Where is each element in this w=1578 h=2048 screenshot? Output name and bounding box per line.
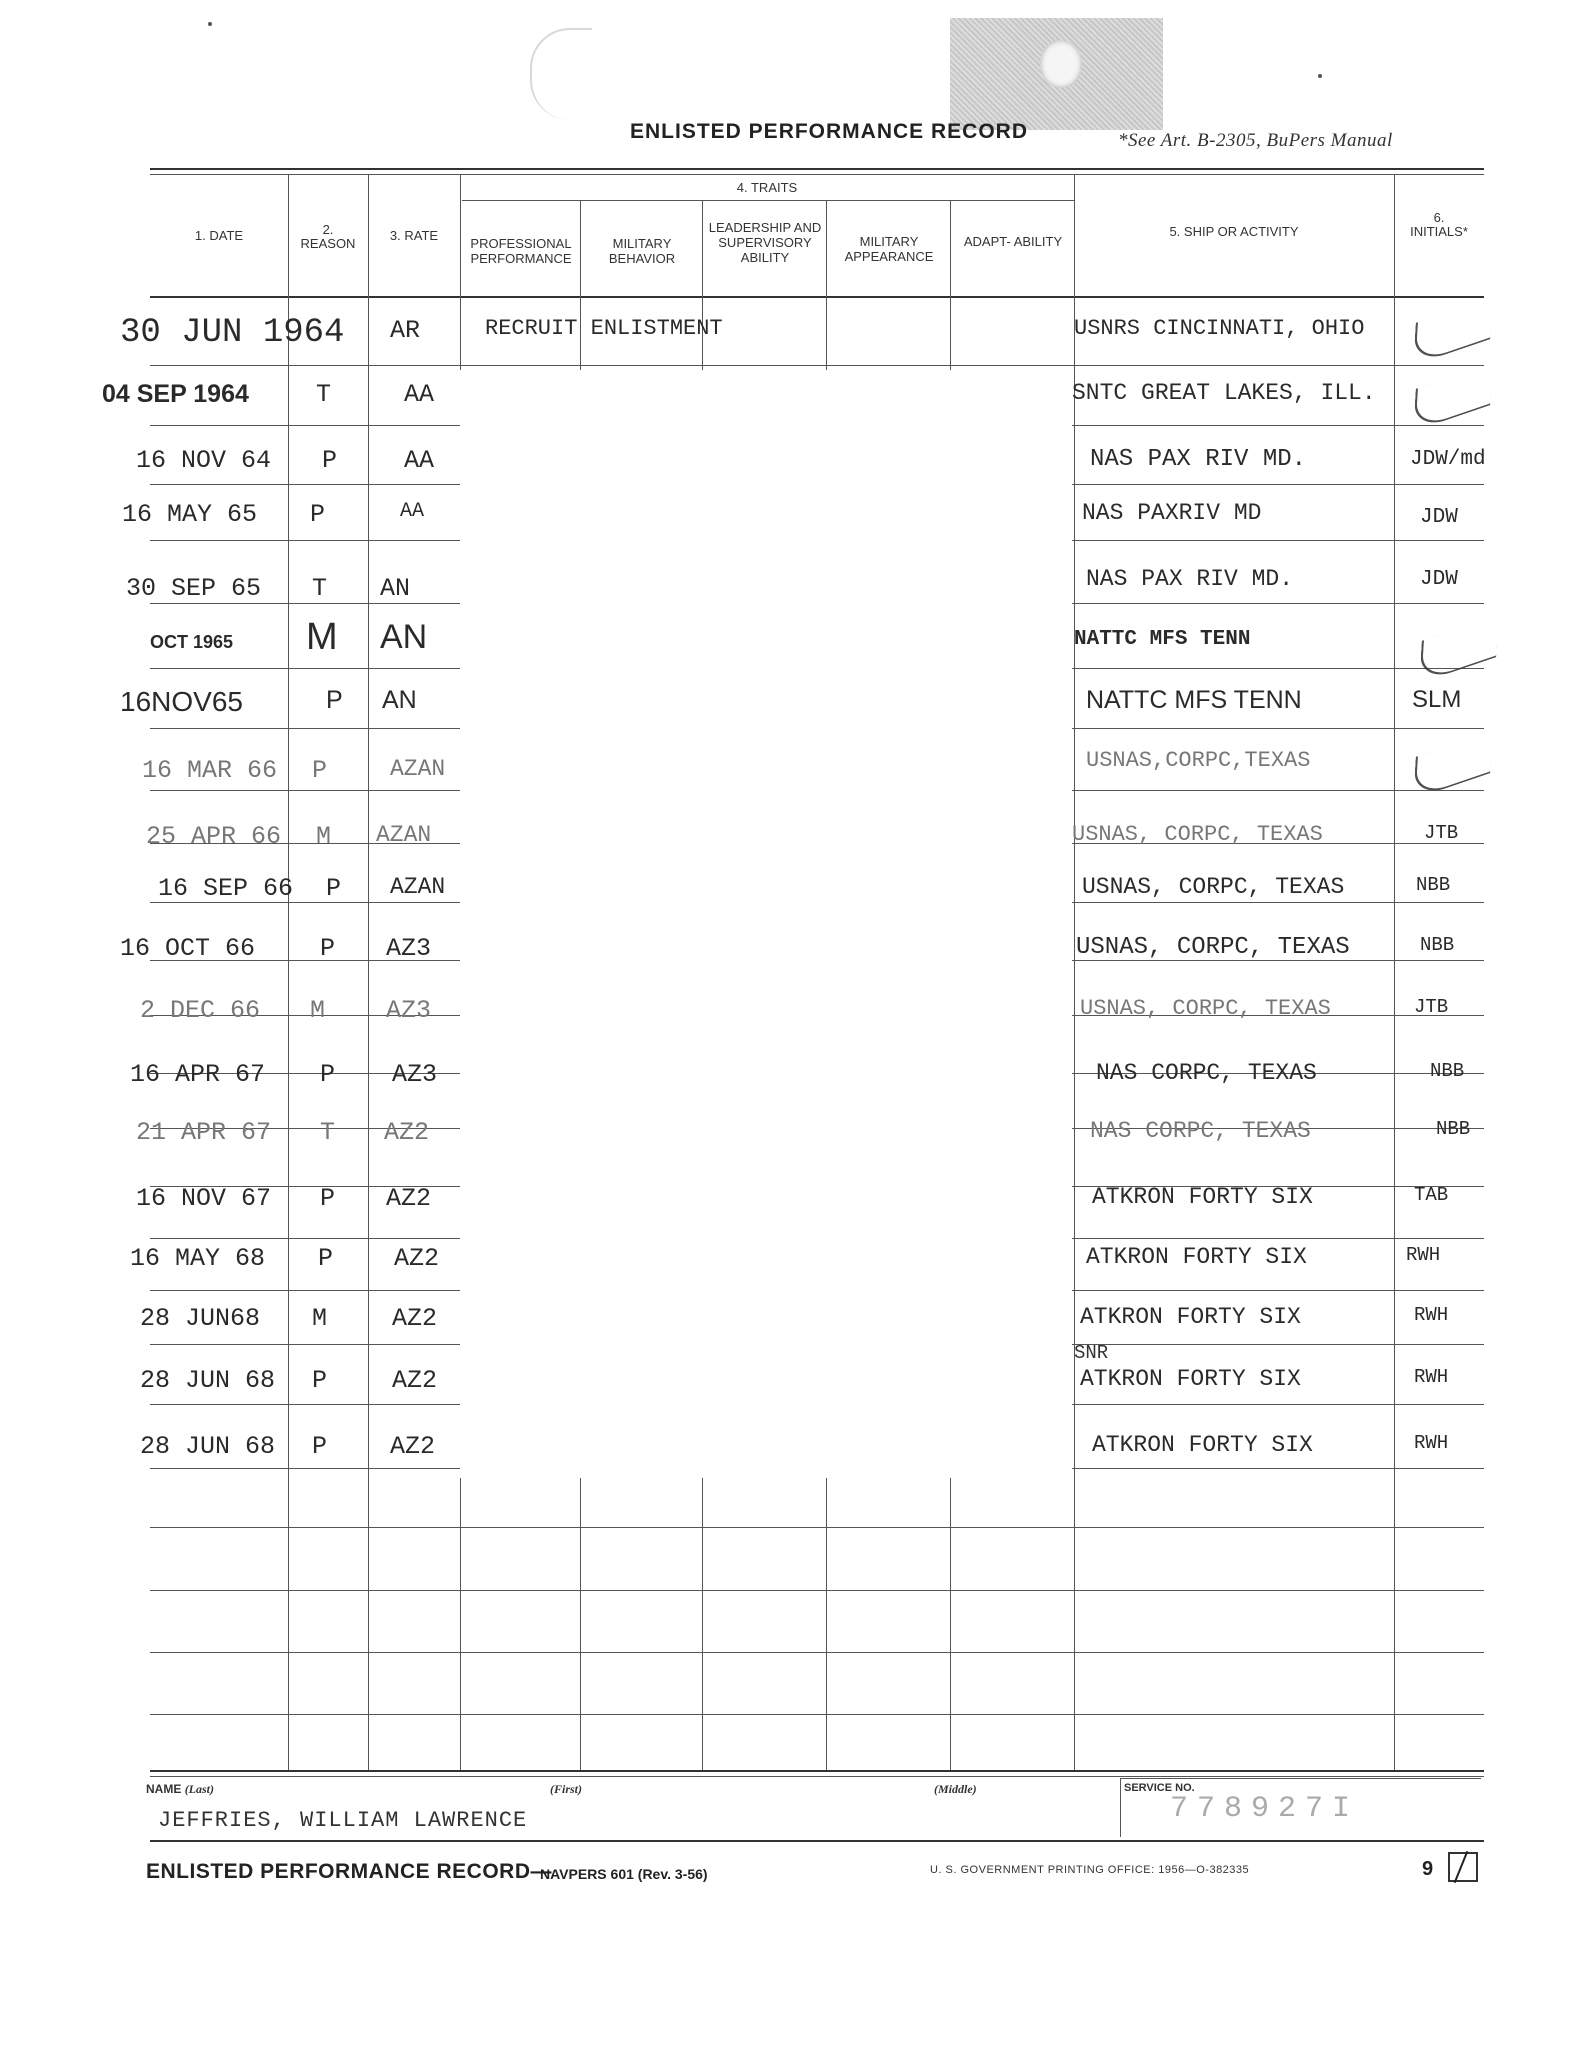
rate-cell: AZ2: [384, 1118, 430, 1147]
first-label: [550, 1782, 582, 1797]
reason-cell: P: [318, 1244, 334, 1273]
date-cell: 16 MAR 66: [142, 756, 278, 785]
ship-cell: NATTC MFS TENN: [1086, 686, 1302, 714]
reason-cell: M: [312, 1304, 328, 1333]
rate-cell: AN: [382, 686, 417, 714]
col-initials: INITIALS*: [1410, 224, 1468, 239]
table-row: [0, 1342, 1578, 1426]
col-rate: 3. RATE: [389, 228, 439, 243]
ship-cell: ATKRON FORTY SIX: [1080, 1366, 1301, 1392]
reason-cell: M: [306, 616, 338, 658]
table-row: [0, 686, 1578, 746]
date-cell: 16NOV65: [120, 686, 243, 717]
table-row: [0, 822, 1578, 882]
col-leadership: LEADERSHIP AND SUPERVISORY ABILITY: [708, 220, 822, 265]
col-ship: 5. SHIP OR ACTIVITY: [1169, 224, 1299, 239]
name-value: JEFFRIES, WILLIAM LAWRENCE: [158, 1808, 528, 1833]
table-row: [0, 1244, 1578, 1304]
service-number: 778927I: [1170, 1792, 1360, 1826]
date-cell: 28 JUN68: [140, 1304, 261, 1333]
form-title: ENLISTED PERFORMANCE RECORD: [630, 120, 1029, 143]
ship-cell: NAS PAX RIV MD.: [1090, 446, 1307, 473]
date-cell: 30 SEP 65: [126, 574, 262, 603]
initials-cell: NBB: [1416, 874, 1451, 896]
table-row: [0, 996, 1578, 1056]
rate-cell: AZAN: [390, 756, 446, 782]
rate-cell: AZ3: [386, 996, 432, 1025]
middle-label-text: (Middle): [934, 1782, 977, 1796]
initials-cell: JTB: [1414, 996, 1449, 1018]
table-row: [0, 1432, 1578, 1492]
reason-cell: M: [310, 996, 326, 1025]
date-cell: 16 NOV 67: [136, 1184, 272, 1213]
ship-cell: USNAS, CORPC, TEXAS: [1080, 996, 1331, 1021]
table-row: [0, 500, 1578, 560]
initials-cell: RWH: [1406, 1244, 1441, 1266]
col-initials-num: 6.: [1433, 210, 1445, 225]
printing-office: U. S. GOVERNMENT PRINTING OFFICE: 1956—O-382335: [930, 1864, 1250, 1876]
reason-cell: P: [322, 446, 338, 475]
page-number: 9: [1422, 1858, 1434, 1880]
reason-cell: P: [320, 1060, 336, 1089]
signature-mark: [1419, 615, 1499, 684]
rate-cell: AA: [400, 500, 425, 523]
col-military-appearance: MILITARY APPEARANCE: [844, 234, 934, 264]
table-row: [0, 616, 1578, 682]
name-label: [146, 1782, 214, 1797]
ship-cell: USNAS, CORPC, TEXAS: [1072, 822, 1323, 847]
ship-cell: USNAS,CORPC,TEXAS: [1086, 748, 1311, 773]
date-cell: 16 APR 67: [130, 1060, 266, 1089]
rate-cell: AZ3: [386, 934, 432, 963]
table-row: [0, 380, 1578, 440]
ship-cell: NAS PAXRIV MD: [1082, 500, 1262, 526]
rate-cell: AN: [380, 574, 411, 603]
col-professional: PROFESSIONAL PERFORMANCE: [470, 236, 572, 266]
ship-cell: USNRS CINCINNATI, OHIO: [1074, 316, 1365, 341]
col-military-behavior: MILITARY BEHAVIOR: [608, 236, 676, 266]
table-row: [0, 1304, 1578, 1364]
rate-cell: AN: [380, 618, 428, 656]
date-cell: 28 JUN 68: [140, 1432, 276, 1461]
ship-cell: NATTC MFS TENN: [1074, 628, 1251, 651]
initials-cell: TAB: [1414, 1184, 1449, 1206]
date-cell: 21 APR 67: [136, 1118, 272, 1147]
table-row: [0, 316, 1578, 376]
rate-cell: AA: [404, 446, 435, 475]
table-row: [0, 1118, 1578, 1178]
table-row: [0, 446, 1578, 506]
reason-cell: M: [316, 822, 332, 851]
rate-cell: AR: [390, 316, 421, 345]
date-cell: 16 MAY 65: [122, 500, 258, 529]
col-reason-num: 2.: [322, 222, 334, 237]
reason-cell: P: [326, 686, 343, 714]
col-adaptability: ADAPT- ABILITY: [963, 234, 1063, 249]
name-label-text: NAME: [146, 1782, 182, 1796]
initials-cell: JDW/md: [1410, 448, 1486, 471]
first-label-text: (First): [550, 1782, 583, 1796]
initials-cell: JTB: [1424, 822, 1459, 844]
ship-cell: USNAS, CORPC, TEXAS: [1076, 934, 1350, 961]
reason-cell: P: [320, 934, 336, 963]
rate-cell: AA: [404, 380, 435, 409]
date-cell: OCT 1965: [150, 632, 234, 652]
rate-cell: AZ2: [392, 1304, 438, 1333]
rate-cell: AZ2: [394, 1244, 440, 1273]
date-cell: 2 DEC 66: [140, 996, 261, 1025]
ship-cell: ATKRON FORTY SIX: [1080, 1304, 1301, 1330]
rate-cell: AZ2: [390, 1432, 436, 1461]
table-row: [0, 1184, 1578, 1244]
check-mark-box: [1448, 1852, 1478, 1882]
date-cell: 16 SEP 66: [158, 874, 294, 903]
rate-cell: AZ3: [392, 1060, 438, 1089]
ship-cell: ATKRON FORTY SIX: [1092, 1432, 1313, 1458]
rate-cell: AZAN: [376, 822, 432, 848]
table-row: [0, 874, 1578, 934]
initials-cell: NBB: [1430, 1060, 1465, 1082]
form-number: NAVPERS 601 (Rev. 3-56): [540, 1866, 708, 1882]
initials-cell: JDW: [1420, 506, 1458, 529]
initials-cell: NBB: [1436, 1118, 1471, 1140]
reason-cell: T: [312, 574, 328, 603]
col-reason: REASON: [300, 236, 356, 251]
initials-cell: RWH: [1414, 1304, 1449, 1326]
bottom-form-title: ENLISTED PERFORMANCE RECORD—: [146, 1860, 553, 1883]
rate-cell: AZAN: [390, 874, 446, 900]
ship-cell: ATKRON FORTY SIX: [1086, 1244, 1307, 1270]
service-label: SERVICE NO.: [1124, 1782, 1195, 1794]
reason-cell: P: [326, 874, 342, 903]
last-label: (Last): [184, 1782, 215, 1796]
date-cell: 04 SEP 1964: [102, 380, 249, 408]
ship-cell: ATKRON FORTY SIX: [1092, 1184, 1313, 1210]
date-cell: 16 OCT 66: [120, 934, 256, 963]
table-row: [0, 1060, 1578, 1120]
reason-cell: T: [320, 1118, 336, 1147]
table-row: [0, 748, 1578, 816]
initials-cell: RWH: [1414, 1432, 1449, 1454]
ship-cell: NAS PAX RIV MD.: [1086, 566, 1294, 592]
col-date: 1. DATE: [194, 228, 244, 243]
reason-cell: P: [312, 1432, 328, 1461]
reason-cell: P: [312, 756, 328, 785]
ship-cell: USNAS, CORPC, TEXAS: [1082, 874, 1345, 900]
signature-mark: [1413, 297, 1493, 366]
initials-cell: SLM: [1412, 686, 1462, 713]
reason-cell: P: [310, 500, 326, 529]
date-cell: 30 JUN 1964: [120, 314, 345, 352]
note-cell: RECRUIT ENLISTMENT: [485, 316, 723, 341]
initials-cell: RWH: [1414, 1366, 1449, 1388]
reason-cell: T: [316, 380, 332, 409]
ship-cell: NAS CORPC, TEXAS: [1090, 1118, 1311, 1144]
col-traits: 4. TRAITS: [736, 180, 798, 195]
table-row: [0, 934, 1578, 994]
initials-cell: JDW: [1420, 568, 1458, 591]
date-cell: 25 APR 66: [146, 822, 282, 851]
middle-label: [934, 1782, 977, 1797]
rate-cell: AZ2: [392, 1366, 438, 1395]
date-cell: 16 NOV 64: [136, 446, 272, 475]
article-reference: *See Art. B-2305, BuPers Manual: [1118, 130, 1393, 151]
rate-cell: AZ2: [386, 1184, 432, 1213]
reason-cell: P: [320, 1184, 336, 1213]
ship-cell: NAS CORPC, TEXAS: [1096, 1060, 1317, 1086]
initials-cell: NBB: [1420, 934, 1455, 956]
reason-cell: P: [312, 1366, 328, 1395]
date-cell: 16 MAY 68: [130, 1244, 266, 1273]
date-cell: 28 JUN 68: [140, 1366, 276, 1395]
ship-cell: SNTC GREAT LAKES, ILL.: [1072, 380, 1376, 406]
snr-note: SNR: [1074, 1342, 1109, 1364]
